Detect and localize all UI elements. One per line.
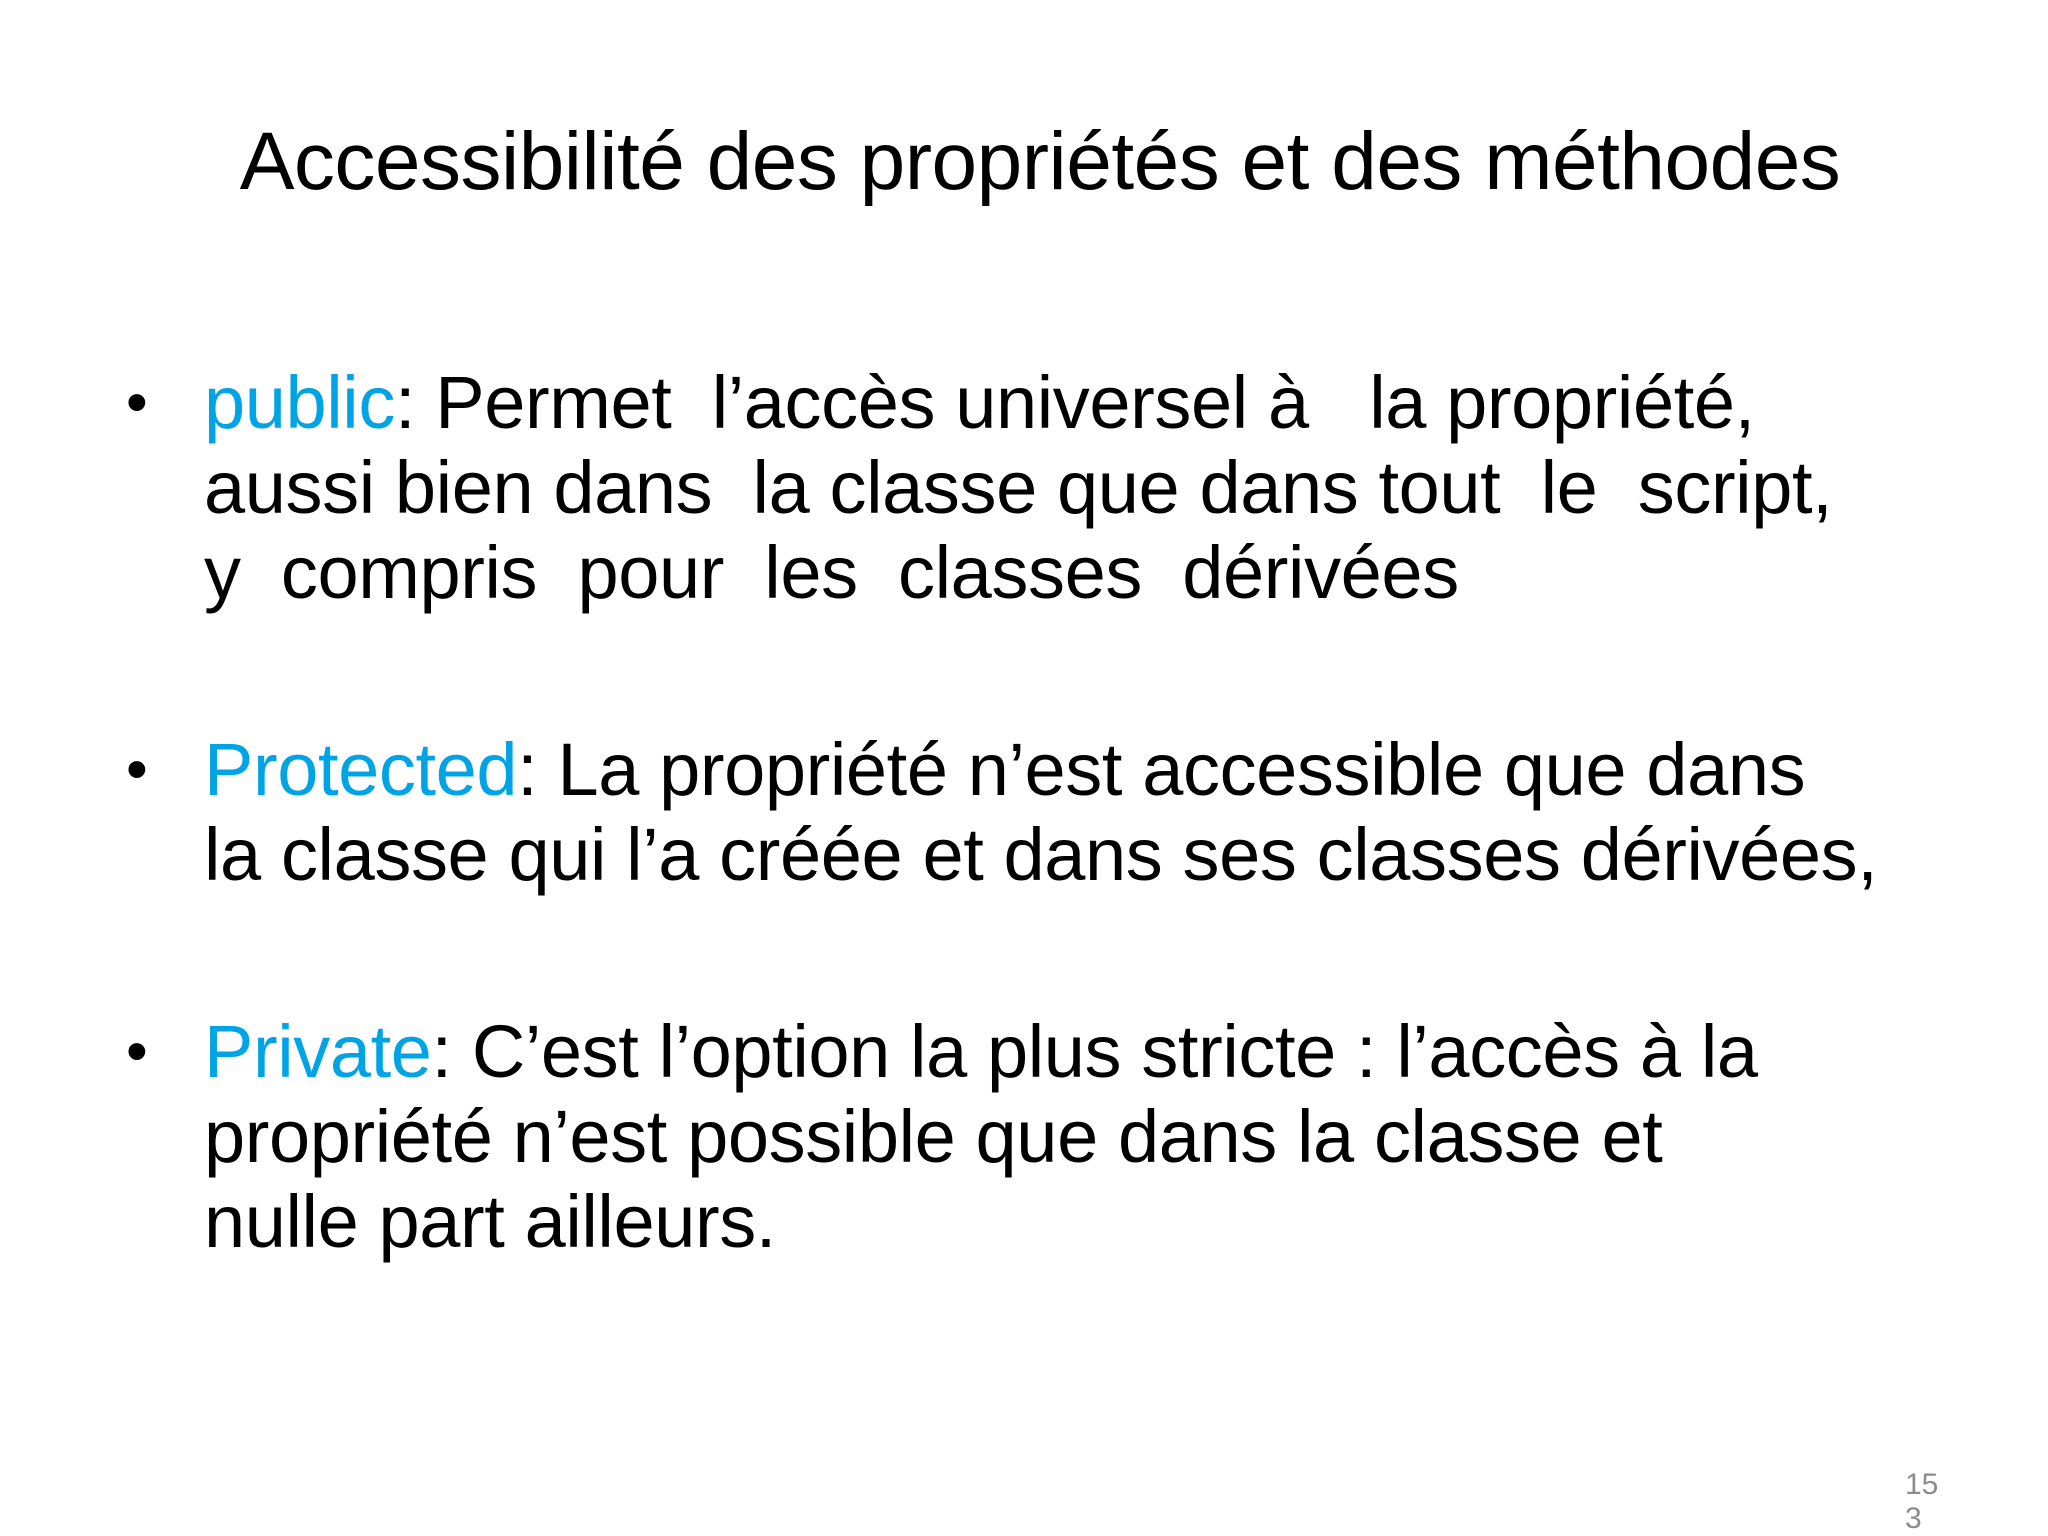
bullet-text: : La propriété n’est accessible que dans <box>517 728 1806 811</box>
keyword-protected: Protected <box>204 728 518 811</box>
bullet-line <box>204 727 1940 812</box>
bullet-item-public <box>120 360 1940 615</box>
bullet-text: : Permet l’accès universel à la propriété, <box>394 361 1755 444</box>
bullet-line <box>204 360 1940 445</box>
bullet-line: y compris pour les classes dérivées <box>204 531 1459 614</box>
bullet-line <box>204 1009 1940 1094</box>
slide-title: Accessibilité des propriétés et des méthodes <box>239 116 1841 207</box>
bullet-list <box>120 360 1940 1264</box>
bullet-line: propriété n’est possible que dans la classe et <box>204 1095 1663 1178</box>
bullet-line: nulle part ailleurs. <box>204 1180 776 1263</box>
page-number <box>1905 1468 1955 1536</box>
bullet-line: la classe qui l’a créée et dans ses classes dérivées, <box>204 813 1878 896</box>
bullet-item-private <box>120 1009 1940 1264</box>
bullet-dot-icon: • <box>126 735 148 804</box>
keyword-public: public <box>204 361 395 444</box>
bullet-dot-icon: • <box>126 368 148 437</box>
page-number-line: 15 <box>1905 1468 1939 1501</box>
bullet-item-protected <box>120 727 1940 897</box>
bullet-text: : C’est l’option la plus stricte : l’accès à la <box>431 1010 1758 1093</box>
bullet-dot-icon: • <box>126 1017 148 1086</box>
page-number-line: 3 <box>1905 1502 1922 1535</box>
keyword-private: Private <box>204 1010 432 1093</box>
bullet-line: aussi bien dans la classe que dans tout le script, <box>204 446 1833 529</box>
